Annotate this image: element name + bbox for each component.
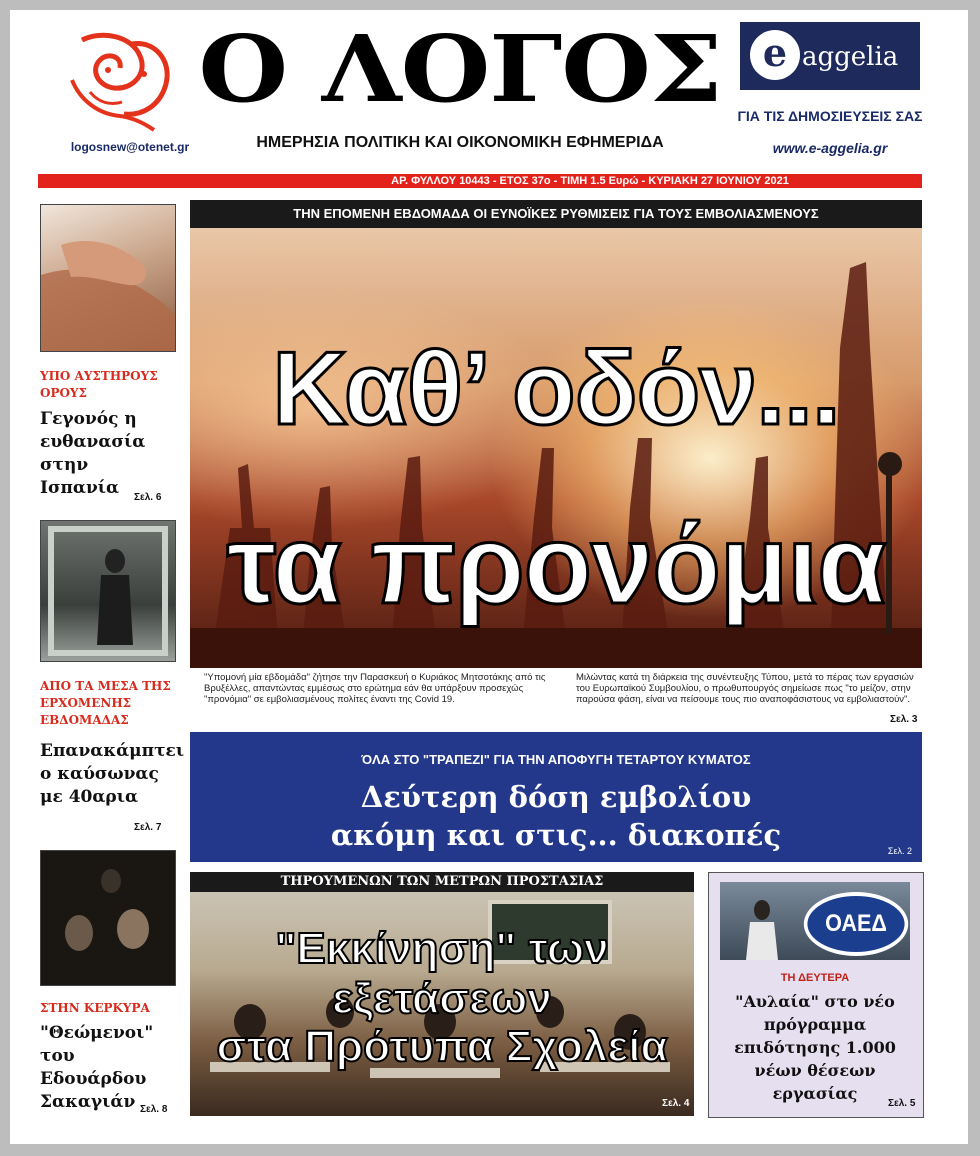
vaccine-headline-line-1: Δεύτερη δόση εμβολίου — [360, 780, 752, 814]
faces-in-dark-illustration — [41, 851, 175, 985]
e-aggelia-logo-icon: e — [750, 30, 800, 80]
hero-photo-concert — [190, 228, 922, 668]
hero-kicker-strip: ΤΗΝ ΕΠΟΜΕΝΗ ΕΒΔΟΜΑΔΑ ΟΙ ΕΥΝΟΪΚΕΣ ΡΥΘΜΙΣΕΙΣ ΓΙΑ ΤΟΥΣ ΕΜΒΟΛΙΑΣΜΕΝΟΥΣ — [190, 200, 922, 228]
contact-email[interactable]: logosnew@otenet.gr — [70, 140, 190, 154]
story-3-page: Σελ. 8 — [140, 1104, 168, 1115]
oaed-story-kicker: ΤΗ ΔΕΥΤΕΡΑ — [780, 972, 850, 984]
exam-headline-line-2[interactable]: στα Πρότυπα Σχολεία — [216, 1022, 668, 1071]
logo-faces-illustration — [62, 30, 182, 132]
e-aggelia-slogan: ΓΙΑ ΤΙΣ ΔΗΜΟΣΙΕΥΣΕΙΣ ΣΑΣ — [737, 108, 923, 124]
story-1-kicker: ΥΠΟ ΑΥΣΤΗΡΟΥΣ ΟΡΟΥΣ — [40, 369, 158, 400]
hero-page: Σελ. 3 — [890, 714, 918, 725]
newspaper-title: Ο ΛΟΓΟΣ — [198, 15, 722, 123]
hero-caption-right: Μιλώντας κατά τη διάρκεια της συνέντευξης Τύπου, μετά το πέρας των εργασιών του Ευρωπαϊκού Συμβουλίου, ο πρωθυπουργός σημείωσε πως "το μείζον, στην παρούσα φάση, είναι να πείσουμε τους πιο αναποφάσιστους να εμβολιαστούν". — [576, 672, 914, 705]
vaccine-story-headline — [190, 778, 922, 854]
oaed-photo — [720, 882, 910, 960]
oaed-logo: ΟΑΕΔ — [804, 892, 908, 956]
exam-story-page: Σελ. 4 — [662, 1098, 690, 1109]
e-aggelia-url[interactable]: www.e-aggelia.gr — [772, 140, 888, 156]
figure-in-window-illustration — [41, 521, 175, 661]
story-1-headline[interactable]: Γεγονός η ευθανασία στην Ισπανία — [40, 409, 146, 498]
vaccine-story-page: Σελ. 2 — [887, 846, 912, 856]
vaccine-story-box[interactable] — [190, 732, 922, 862]
story-2-page: Σελ. 7 — [134, 822, 162, 833]
oaed-story-headline[interactable]: "Αυλαία" στο νέο πρόγραμμα επιδότησης 1.000 νέων θέσεων εργασίας — [734, 992, 896, 1103]
vaccine-story-kicker: ΌΛΑ ΣΤΟ "ΤΡΑΠΕΖΙ" ΓΙΑ ΤΗΝ ΑΠΟΦΥΓΗ ΤΕΤΑΡΤΟΥ ΚΥΜΑΤΟΣ — [361, 752, 751, 767]
hero-caption-left: "Υπομονή μία εβδομάδα" ζήτησε την Παρασκευή ο Κυριάκος Μητσοτάκης από τις Βρυξέλλες, απαντώντας εμμέσως στο ερώτημα εάν θα υπάρξουν προσεχώς "προνόμια" σε εμβολιασμένους πολίτες έναντι της Covid 19. — [204, 672, 546, 705]
story-1-page: Σελ. 6 — [134, 492, 162, 503]
story-3-headline[interactable]: "Θεώμενοι" του Εδουάρδου Σακαγιάν — [40, 1023, 154, 1112]
story-3-kicker: ΣΤΗΝ ΚΕΡΚΥΡΑ — [40, 1001, 150, 1015]
hero-headline-line-1[interactable]: Καθ’ οδόν... — [272, 331, 840, 447]
exam-headline-line-1[interactable]: "Εκκίνηση" των εξετάσεων — [275, 924, 609, 1023]
euthanasia-photo — [40, 204, 176, 352]
hero-headline-line-2[interactable]: τα προνόμια — [226, 502, 886, 627]
e-aggelia-name: aggelia — [802, 42, 899, 72]
exam-story-kicker: ΤΗΡΟΥΜΕΝΩΝ ΤΩΝ ΜΕΤΡΩΝ ΠΡΟΣΤΑΣΙΑΣ — [190, 872, 694, 892]
story-2-kicker: ΑΠΟ ΤΑ ΜΕΣΑ ΤΗΣ ΕΡΧΟΜΕΝΗΣ ΕΒΔΟΜΑΔΑΣ — [40, 679, 171, 727]
vaccine-headline-line-2: ακόμη και στις... διακοπές — [330, 818, 782, 852]
holding-hands-illustration — [41, 205, 175, 351]
newspaper-front-page — [10, 10, 968, 1144]
newspaper-subtitle: ΗΜΕΡΗΣΙΑ ΠΟΛΙΤΙΚΗ ΚΑΙ ΟΙΚΟΝΟΜΙΚΗ ΕΦΗΜΕΡΙΔΑ — [256, 134, 664, 151]
heatwave-photo — [40, 520, 176, 662]
exhibition-photo — [40, 850, 176, 986]
oaed-story-page: Σελ. 5 — [888, 1098, 916, 1109]
issue-info-bar — [38, 174, 922, 188]
issue-info-text: ΑΡ. ΦΥΛΛΟΥ 10443 - ΕΤΟΣ 37ο - ΤΙΜΗ 1.5 Ευρώ - ΚΥΡΙΑΚΗ 27 ΙΟΥΝΙΟΥ 2021 — [391, 175, 789, 187]
story-2-headline[interactable]: Επανακάμπτει ο καύσωνας με 40αρια — [40, 741, 185, 807]
